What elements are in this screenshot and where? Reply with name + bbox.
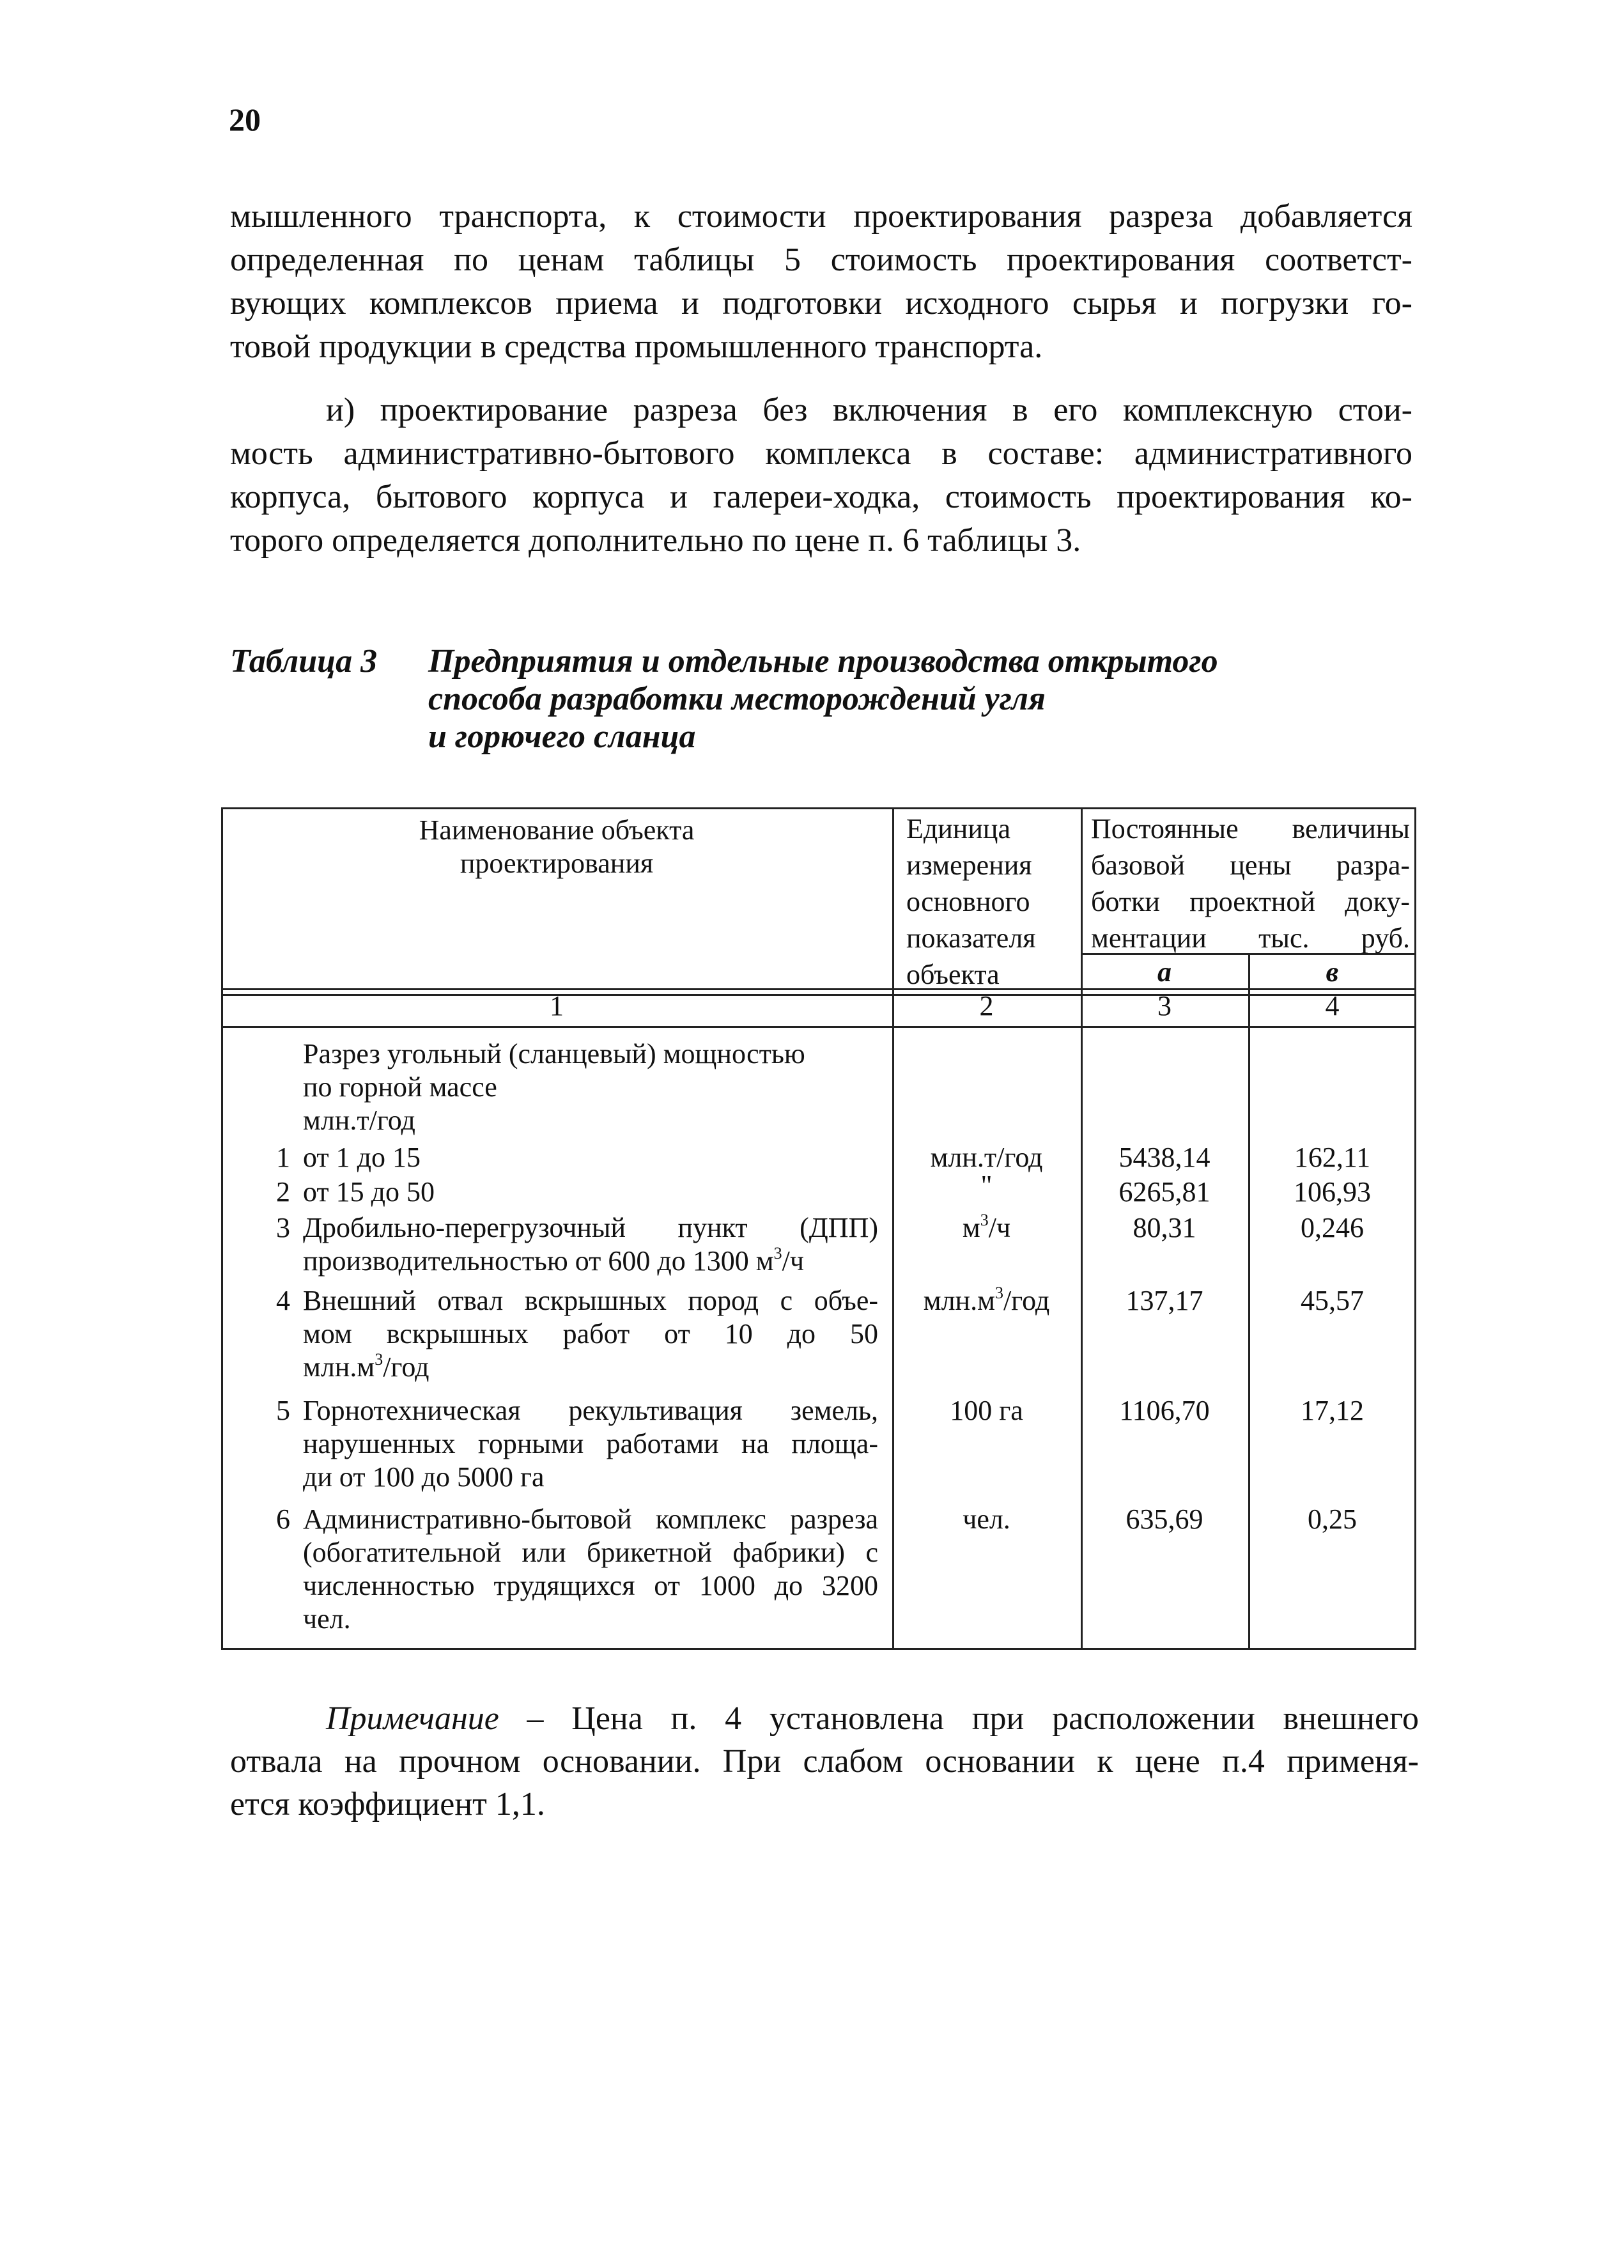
- note-line: отвала на прочном основании. При слабом основании к цене п.4 применя-: [230, 1743, 1419, 1780]
- row-value-b: 0,246: [1301, 1212, 1364, 1243]
- text-line: мость административно-бытового комплекса в составе: административного: [230, 435, 1412, 472]
- row-text: от 1 до 15: [303, 1142, 421, 1173]
- text-line: вующих комплексов приема и подготовки исходного сырья и погрузки го-: [230, 285, 1412, 322]
- header-sub-a: а: [1157, 956, 1172, 988]
- row-number: 1: [276, 1142, 290, 1173]
- row-text: Горнотехническая рекультивация земель, нарушенных горными работами на площа- ди от 100 до 5000 га: [303, 1395, 878, 1493]
- row-value-a: 1106,70: [1119, 1395, 1210, 1426]
- page-number: 20: [229, 102, 261, 137]
- column-number: 2: [979, 990, 994, 1021]
- row-number: 3: [276, 1212, 290, 1243]
- paragraph-continuation: [230, 195, 1412, 369]
- column-number: 4: [1325, 990, 1340, 1021]
- header-object-name: Наименование объекта проектирования: [419, 814, 695, 879]
- row-value-a: 137,17: [1125, 1285, 1203, 1316]
- text-line: товой продукции в средства промышленного транспорта.: [230, 329, 1043, 365]
- row-value-b: 162,11: [1294, 1142, 1371, 1173]
- table-intro: Разрез угольный (сланцевый) мощностью по горной массе млн.т/год: [303, 1038, 805, 1136]
- row-text: Внешний отвал вскрышных пород с объе- мом вскрышных работ от 10 до 50 $млн.м^3$/год: [303, 1285, 878, 1383]
- note-label: Примечание: [326, 1700, 499, 1737]
- table-label: Таблица 3: [230, 643, 378, 680]
- paragraph-item-i: [230, 389, 1412, 563]
- table-title-line: способа разработки месторождений угля: [428, 681, 1046, 717]
- row-unit: $м^3/ч$: [962, 1211, 1011, 1243]
- row-value-a: 6265,81: [1118, 1176, 1210, 1208]
- table-note: [230, 1697, 1419, 1826]
- row-number: 2: [276, 1176, 290, 1208]
- row-value-b: 45,57: [1301, 1285, 1364, 1316]
- column-number: 3: [1157, 990, 1172, 1021]
- row-text: Дробильно-перегрузочный пункт (ДПП) производительностью от 600 до 1300 $м^3/ч$: [303, 1212, 878, 1277]
- table-title-line: Предприятия и отдельные производства открытого: [428, 643, 1218, 680]
- row-value-b: 17,12: [1301, 1395, 1364, 1426]
- text-line: торого определяется дополнительно по цене п. 6 таблицы 3.: [230, 522, 1081, 559]
- table-divider: [221, 1026, 1416, 1028]
- row-unit: чел.: [963, 1503, 1010, 1535]
- row-value-a: 635,69: [1125, 1503, 1203, 1535]
- row-value-b: 0,25: [1308, 1503, 1357, 1535]
- row-number: 5: [276, 1395, 290, 1426]
- row-number: 4: [276, 1285, 290, 1316]
- row-unit: ": [980, 1170, 993, 1201]
- column-number: 1: [550, 990, 564, 1021]
- row-unit: $млн.м^3$/год: [923, 1284, 1050, 1316]
- text-line: корпуса, бытового корпуса и галереи-ходка, стоимость проектирования ко-: [230, 479, 1412, 515]
- header-unit: Единица измерения основного показателя объекта: [906, 813, 1036, 990]
- note-line: Примечание – Цена п. 4 установлена при расположении внешнего: [326, 1700, 1419, 1737]
- row-unit: млн.т/год: [930, 1142, 1043, 1173]
- text-line: и) проектирование разреза без включения в его комплексную стои-: [326, 392, 1412, 428]
- row-unit: 100 га: [950, 1395, 1023, 1426]
- row-text: Административно-бытовой комплекс разреза (обогатительной или брикетной фабрики) с численностью трудящихся от 1000 до 3200 чел.: [303, 1503, 878, 1635]
- header-constant-values: Постоянные величины базовой цены разра- ботки проектной доку- ментации тыс. руб.: [1091, 813, 1410, 954]
- text-line: определенная по ценам таблицы 5 стоимость проектирования соответст-: [230, 242, 1412, 278]
- text-line: мышленного транспорта, к стоимости проектирования разреза добавляется: [230, 198, 1412, 235]
- row-value-b: 106,93: [1294, 1176, 1371, 1208]
- header-sub-b: в: [1326, 956, 1339, 988]
- data-table: [221, 807, 1416, 1650]
- table-title-line: и горючего сланца: [428, 718, 696, 755]
- table-title: [428, 642, 1451, 756]
- row-value-a: 80,31: [1133, 1212, 1196, 1243]
- row-text: от 15 до 50: [303, 1176, 435, 1208]
- note-line: ется коэффициент 1,1.: [230, 1786, 545, 1822]
- row-number: 6: [276, 1503, 290, 1535]
- row-value-a: 5438,14: [1118, 1142, 1210, 1173]
